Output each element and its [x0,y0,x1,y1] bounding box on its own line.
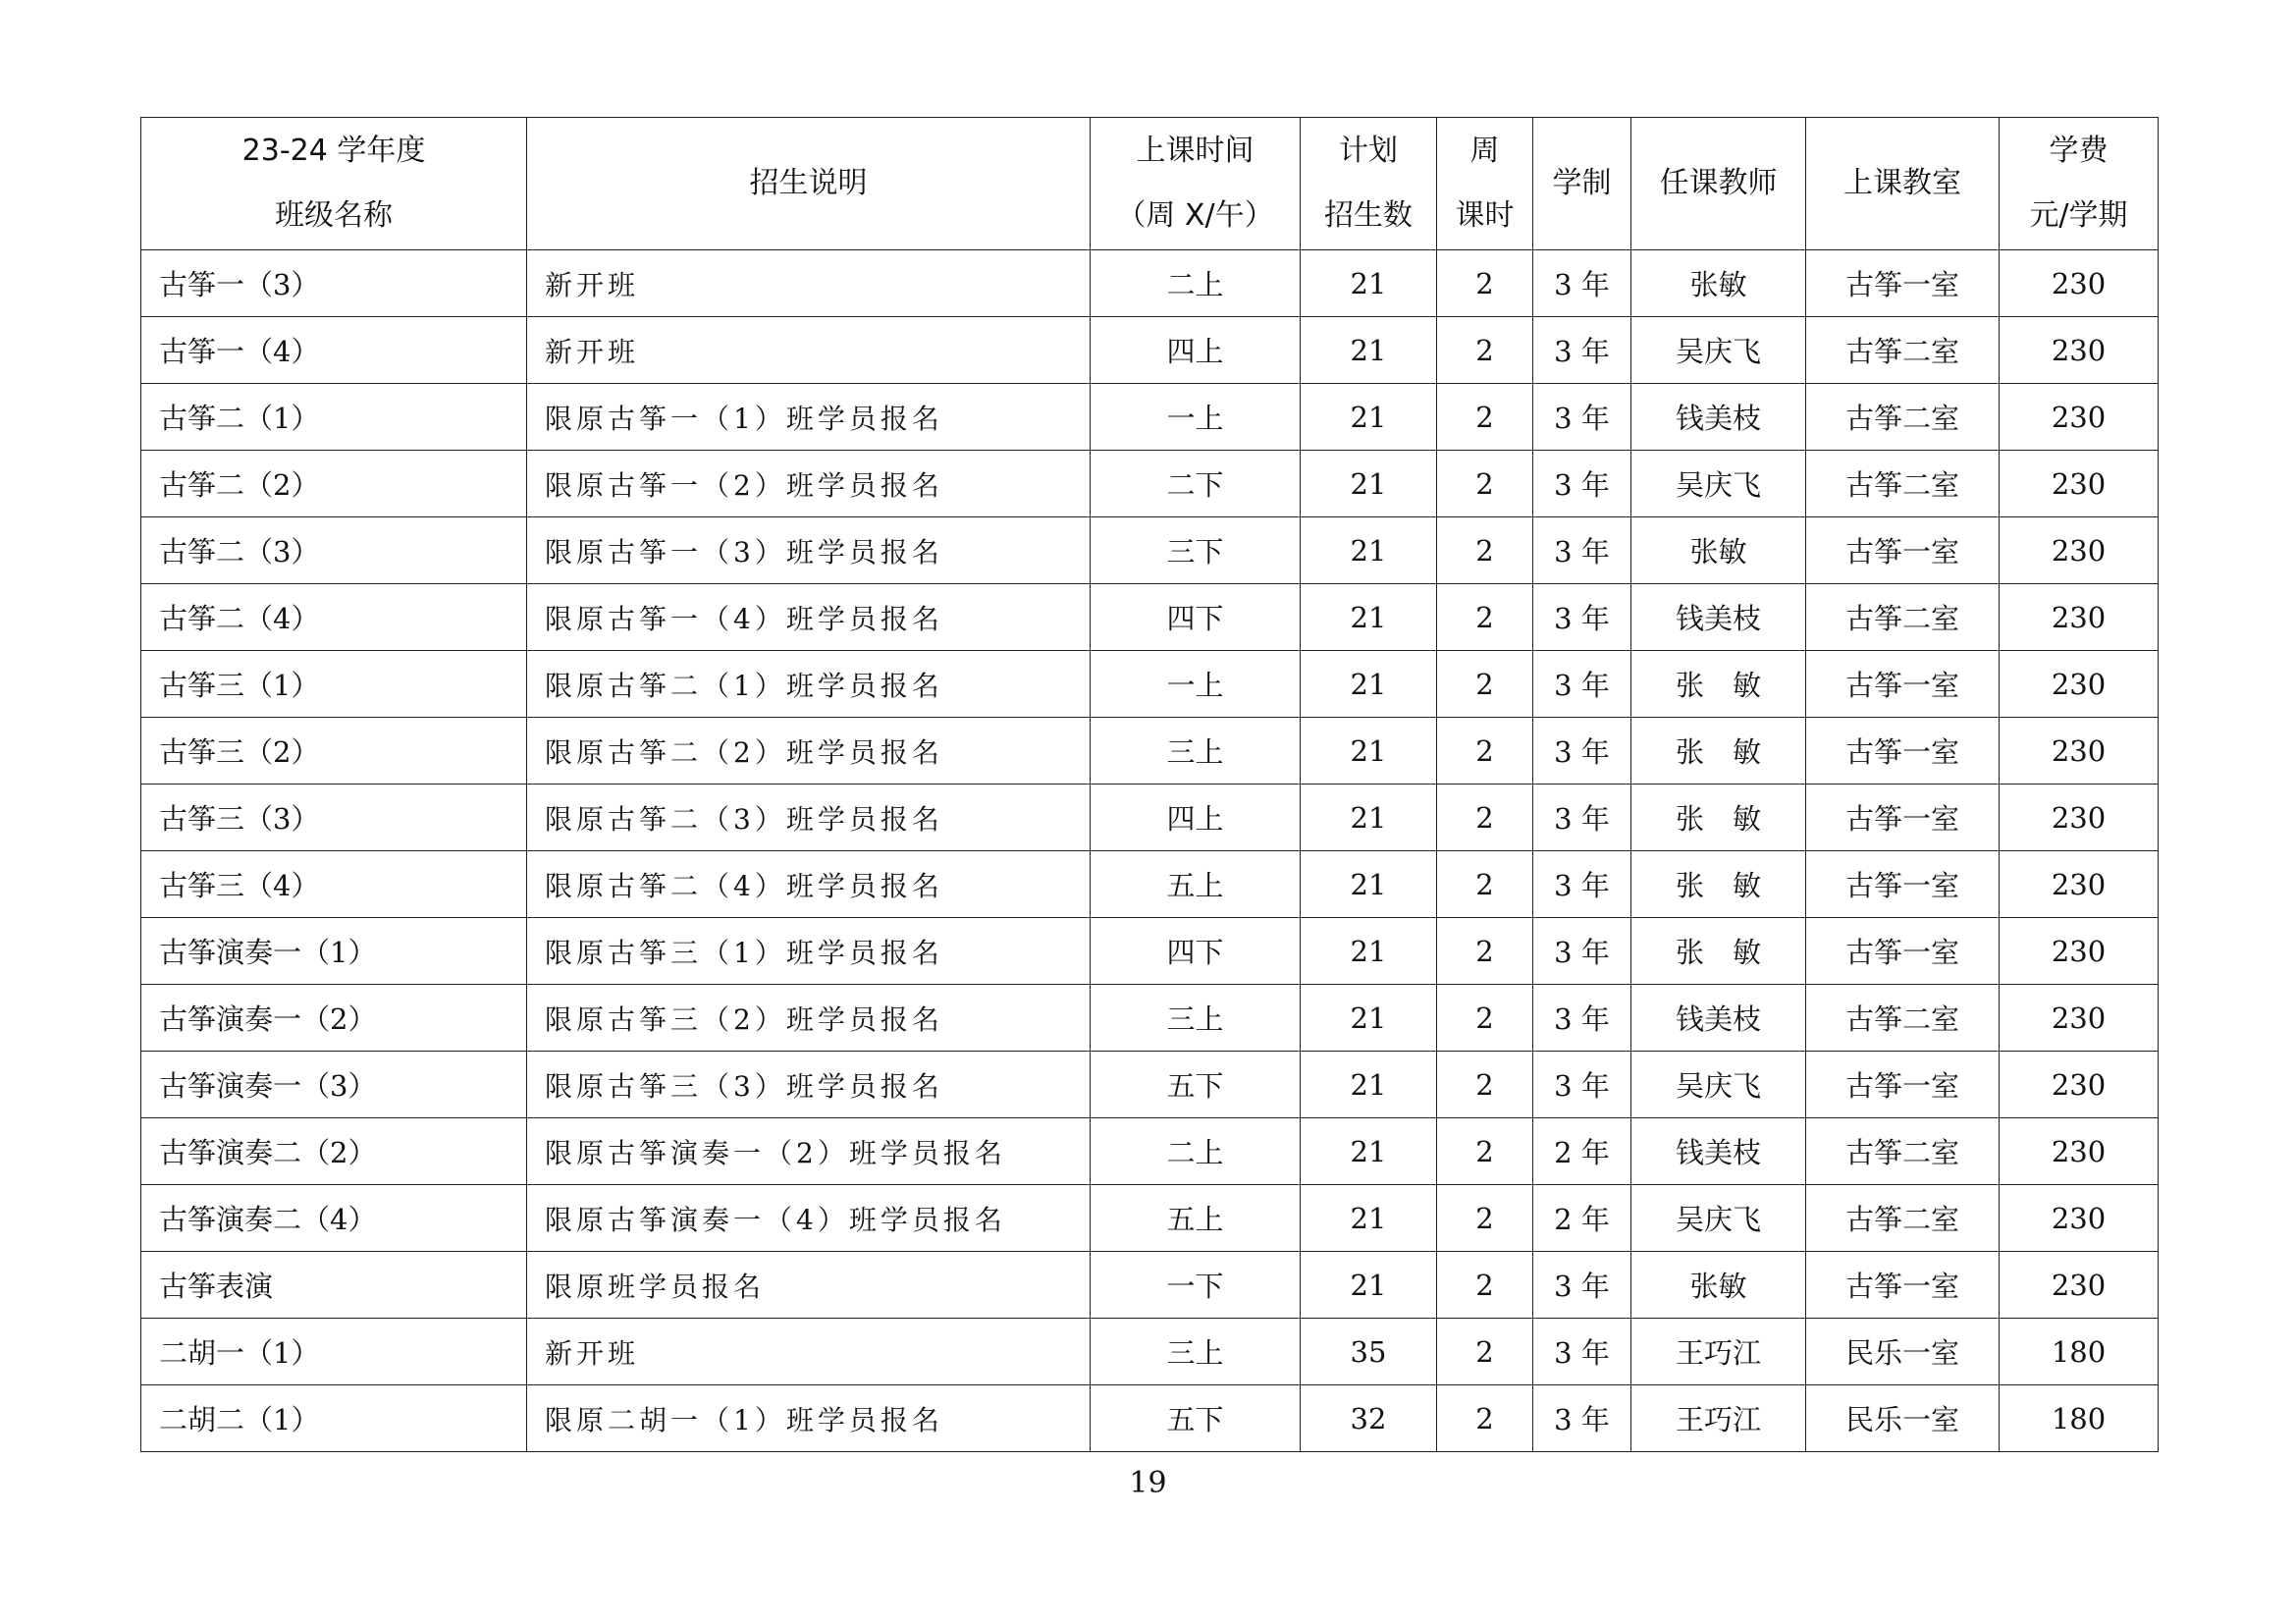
program-length-cell: 3 年 [1533,1252,1631,1319]
header-weekly-hours-line2: 课时 [1455,198,1515,233]
teacher-cell: 张 敏 [1631,918,1806,985]
classroom-cell: 古筝一室 [1806,851,2000,918]
enrollment-note-cell: 限原古筝二（1）班学员报名 [527,651,1091,718]
header-class-time-line1: 上课时间 [1136,134,1255,168]
classroom-cell: 古筝一室 [1806,718,2000,785]
table-row [141,985,2159,1052]
program-length-cell: 3 年 [1533,250,1631,317]
table-row [141,651,2159,718]
class-time-cell: 三下 [1091,517,1301,584]
classroom-cell: 古筝二室 [1806,985,2000,1052]
teacher-cell: 钱美枝 [1631,985,1806,1052]
planned-quota-cell: 21 [1301,250,1437,317]
weekly-hours-cell: 2 [1437,1385,1533,1452]
header-class-name [141,118,527,250]
classroom-cell: 古筝一室 [1806,785,2000,851]
class-name-cell: 二胡二（1） [141,1385,527,1452]
enrollment-note-cell: 限原古筝一（2）班学员报名 [527,451,1091,517]
teacher-cell: 吴庆飞 [1631,317,1806,384]
classroom-cell: 古筝一室 [1806,918,2000,985]
table-row [141,851,2159,918]
classroom-cell: 古筝一室 [1806,517,2000,584]
program-length-cell: 3 年 [1533,651,1631,718]
header-program-length-line1: 学制 [1552,166,1612,200]
enrollment-note-cell: 限原古筝三（1）班学员报名 [527,918,1091,985]
teacher-cell: 张 敏 [1631,851,1806,918]
program-length-cell: 3 年 [1533,1319,1631,1385]
header-class-name-line1: 23-24 学年度 [241,134,426,168]
planned-quota-cell: 21 [1301,1052,1437,1118]
tuition-cell: 230 [2000,250,2159,317]
tuition-cell: 230 [2000,517,2159,584]
tuition-cell: 230 [2000,785,2159,851]
weekly-hours-cell: 2 [1437,718,1533,785]
class-time-cell: 五下 [1091,1052,1301,1118]
program-length-cell: 3 年 [1533,718,1631,785]
header-enrollment-note-line1: 招生说明 [749,166,868,200]
class-roster-table [140,117,2159,1452]
header-weekly-hours-line1: 周 [1469,134,1500,168]
class-name-cell: 古筝演奏二（4） [141,1185,527,1252]
class-name-cell: 二胡一（1） [141,1319,527,1385]
classroom-cell: 古筝一室 [1806,1252,2000,1319]
class-time-cell: 三上 [1091,985,1301,1052]
planned-quota-cell: 21 [1301,985,1437,1052]
classroom-cell: 民乐一室 [1806,1319,2000,1385]
enrollment-note-cell: 限原古筝一（1）班学员报名 [527,384,1091,451]
program-length-cell: 3 年 [1533,317,1631,384]
planned-quota-cell: 21 [1301,584,1437,651]
class-name-cell: 古筝一（3） [141,250,527,317]
tuition-cell: 230 [2000,851,2159,918]
program-length-cell: 3 年 [1533,851,1631,918]
enrollment-note-cell: 新开班 [527,317,1091,384]
planned-quota-cell: 21 [1301,517,1437,584]
weekly-hours-cell: 2 [1437,1185,1533,1252]
class-time-cell: 四下 [1091,584,1301,651]
teacher-cell: 张 敏 [1631,651,1806,718]
program-length-cell: 3 年 [1533,451,1631,517]
classroom-cell: 古筝二室 [1806,451,2000,517]
program-length-cell: 3 年 [1533,1052,1631,1118]
program-length-cell: 2 年 [1533,1185,1631,1252]
classroom-cell: 古筝二室 [1806,317,2000,384]
weekly-hours-cell: 2 [1437,1118,1533,1185]
tuition-cell: 230 [2000,317,2159,384]
class-name-cell: 古筝一（4） [141,317,527,384]
class-name-cell: 古筝二（2） [141,451,527,517]
table-row [141,384,2159,451]
tuition-cell: 230 [2000,1185,2159,1252]
enrollment-note-cell: 限原古筝三（3）班学员报名 [527,1052,1091,1118]
program-length-cell: 3 年 [1533,918,1631,985]
teacher-cell: 张敏 [1631,250,1806,317]
planned-quota-cell: 21 [1301,1252,1437,1319]
weekly-hours-cell: 2 [1437,384,1533,451]
table-body [141,250,2159,1452]
planned-quota-cell: 21 [1301,451,1437,517]
teacher-cell: 张敏 [1631,517,1806,584]
class-time-cell: 二上 [1091,1118,1301,1185]
header-tuition-line1: 学费 [2049,134,2109,168]
class-name-cell: 古筝演奏一（1） [141,918,527,985]
weekly-hours-cell: 2 [1437,785,1533,851]
table-row [141,918,2159,985]
class-time-cell: 二上 [1091,250,1301,317]
tuition-cell: 230 [2000,918,2159,985]
class-schedule-sheet [140,117,2158,1452]
enrollment-note-cell: 限原古筝演奏一（2）班学员报名 [527,1118,1091,1185]
weekly-hours-cell: 2 [1437,1252,1533,1319]
classroom-cell: 民乐一室 [1806,1385,2000,1452]
enrollment-note-cell: 新开班 [527,250,1091,317]
tuition-cell: 230 [2000,985,2159,1052]
program-length-cell: 3 年 [1533,517,1631,584]
table-row [141,451,2159,517]
planned-quota-cell: 32 [1301,1385,1437,1452]
class-time-cell: 三上 [1091,718,1301,785]
classroom-cell: 古筝一室 [1806,250,2000,317]
table-row [141,1252,2159,1319]
table-row [141,718,2159,785]
tuition-cell: 230 [2000,384,2159,451]
tuition-cell: 230 [2000,1252,2159,1319]
teacher-cell: 吴庆飞 [1631,1052,1806,1118]
enrollment-note-cell: 限原二胡一（1）班学员报名 [527,1385,1091,1452]
class-time-cell: 四上 [1091,785,1301,851]
table-row [141,517,2159,584]
classroom-cell: 古筝二室 [1806,584,2000,651]
planned-quota-cell: 21 [1301,718,1437,785]
enrollment-note-cell: 限原古筝三（2）班学员报名 [527,985,1091,1052]
table-row [141,1052,2159,1118]
header-enrollment-note [527,118,1091,250]
class-name-cell: 古筝三（1） [141,651,527,718]
class-time-cell: 五上 [1091,851,1301,918]
weekly-hours-cell: 2 [1437,584,1533,651]
tuition-cell: 180 [2000,1385,2159,1452]
classroom-cell: 古筝二室 [1806,1118,2000,1185]
weekly-hours-cell: 2 [1437,250,1533,317]
program-length-cell: 3 年 [1533,1385,1631,1452]
class-time-cell: 三上 [1091,1319,1301,1385]
teacher-cell: 张 敏 [1631,718,1806,785]
class-name-cell: 古筝二（3） [141,517,527,584]
tuition-cell: 230 [2000,584,2159,651]
table-row [141,317,2159,384]
header-planned-quota-line2: 招生数 [1324,198,1413,233]
tuition-cell: 230 [2000,451,2159,517]
teacher-cell: 钱美枝 [1631,1118,1806,1185]
classroom-cell: 古筝二室 [1806,1185,2000,1252]
class-time-cell: 五下 [1091,1385,1301,1452]
class-time-cell: 一上 [1091,651,1301,718]
header-weekly-hours [1437,118,1533,250]
header-teacher-line1: 任课教师 [1659,166,1778,200]
enrollment-note-cell: 限原班学员报名 [527,1252,1091,1319]
class-name-cell: 古筝三（3） [141,785,527,851]
class-name-cell: 古筝演奏二（2） [141,1118,527,1185]
weekly-hours-cell: 2 [1437,451,1533,517]
table-row [141,785,2159,851]
class-time-cell: 四上 [1091,317,1301,384]
weekly-hours-cell: 2 [1437,1052,1533,1118]
weekly-hours-cell: 2 [1437,851,1533,918]
weekly-hours-cell: 2 [1437,1319,1533,1385]
class-name-cell: 古筝二（1） [141,384,527,451]
planned-quota-cell: 21 [1301,918,1437,985]
header-program-length [1533,118,1631,250]
program-length-cell: 3 年 [1533,985,1631,1052]
tuition-cell: 180 [2000,1319,2159,1385]
classroom-cell: 古筝二室 [1806,384,2000,451]
table-row [141,1185,2159,1252]
class-name-cell: 古筝演奏一（2） [141,985,527,1052]
planned-quota-cell: 21 [1301,785,1437,851]
weekly-hours-cell: 2 [1437,317,1533,384]
table-row [141,1319,2159,1385]
header-tuition-line2: 元/学期 [2029,198,2128,233]
teacher-cell: 吴庆飞 [1631,1185,1806,1252]
tuition-cell: 230 [2000,1052,2159,1118]
header-tuition [2000,118,2159,250]
program-length-cell: 2 年 [1533,1118,1631,1185]
table-row [141,584,2159,651]
enrollment-note-cell: 限原古筝一（4）班学员报名 [527,584,1091,651]
tuition-cell: 230 [2000,1118,2159,1185]
class-time-cell: 四下 [1091,918,1301,985]
class-time-cell: 一上 [1091,384,1301,451]
planned-quota-cell: 21 [1301,1185,1437,1252]
class-name-cell: 古筝表演 [141,1252,527,1319]
planned-quota-cell: 21 [1301,384,1437,451]
class-time-cell: 五上 [1091,1185,1301,1252]
weekly-hours-cell: 2 [1437,651,1533,718]
enrollment-note-cell: 限原古筝二（4）班学员报名 [527,851,1091,918]
teacher-cell: 张敏 [1631,1252,1806,1319]
page-number: 19 [1129,1466,1167,1500]
tuition-cell: 230 [2000,718,2159,785]
class-name-cell: 古筝演奏一（3） [141,1052,527,1118]
enrollment-note-cell: 限原古筝演奏一（4）班学员报名 [527,1185,1091,1252]
header-classroom [1806,118,2000,250]
teacher-cell: 吴庆飞 [1631,451,1806,517]
planned-quota-cell: 21 [1301,317,1437,384]
header-class-name-line2: 班级名称 [275,198,393,233]
table-row [141,250,2159,317]
class-name-cell: 古筝二（4） [141,584,527,651]
teacher-cell: 钱美枝 [1631,384,1806,451]
header-teacher [1631,118,1806,250]
enrollment-note-cell: 限原古筝二（3）班学员报名 [527,785,1091,851]
header-class-time [1091,118,1301,250]
table-row [141,1118,2159,1185]
weekly-hours-cell: 2 [1437,918,1533,985]
class-time-cell: 二下 [1091,451,1301,517]
planned-quota-cell: 21 [1301,851,1437,918]
planned-quota-cell: 21 [1301,1118,1437,1185]
class-name-cell: 古筝三（4） [141,851,527,918]
teacher-cell: 王巧江 [1631,1385,1806,1452]
header-planned-quota-line1: 计划 [1339,134,1398,168]
program-length-cell: 3 年 [1533,785,1631,851]
table-header-row [141,118,2159,250]
classroom-cell: 古筝一室 [1806,651,2000,718]
planned-quota-cell: 35 [1301,1319,1437,1385]
enrollment-note-cell: 新开班 [527,1319,1091,1385]
class-name-cell: 古筝三（2） [141,718,527,785]
tuition-cell: 230 [2000,651,2159,718]
program-length-cell: 3 年 [1533,584,1631,651]
enrollment-note-cell: 限原古筝一（3）班学员报名 [527,517,1091,584]
planned-quota-cell: 21 [1301,651,1437,718]
class-time-cell: 一下 [1091,1252,1301,1319]
teacher-cell: 张 敏 [1631,785,1806,851]
table-row [141,1385,2159,1452]
program-length-cell: 3 年 [1533,384,1631,451]
teacher-cell: 钱美枝 [1631,584,1806,651]
header-planned-quota [1301,118,1437,250]
classroom-cell: 古筝一室 [1806,1052,2000,1118]
weekly-hours-cell: 2 [1437,985,1533,1052]
header-classroom-line1: 上课教室 [1843,166,1961,200]
teacher-cell: 王巧江 [1631,1319,1806,1385]
weekly-hours-cell: 2 [1437,517,1533,584]
header-class-time-line2: （周 X/午） [1116,198,1274,233]
enrollment-note-cell: 限原古筝二（2）班学员报名 [527,718,1091,785]
